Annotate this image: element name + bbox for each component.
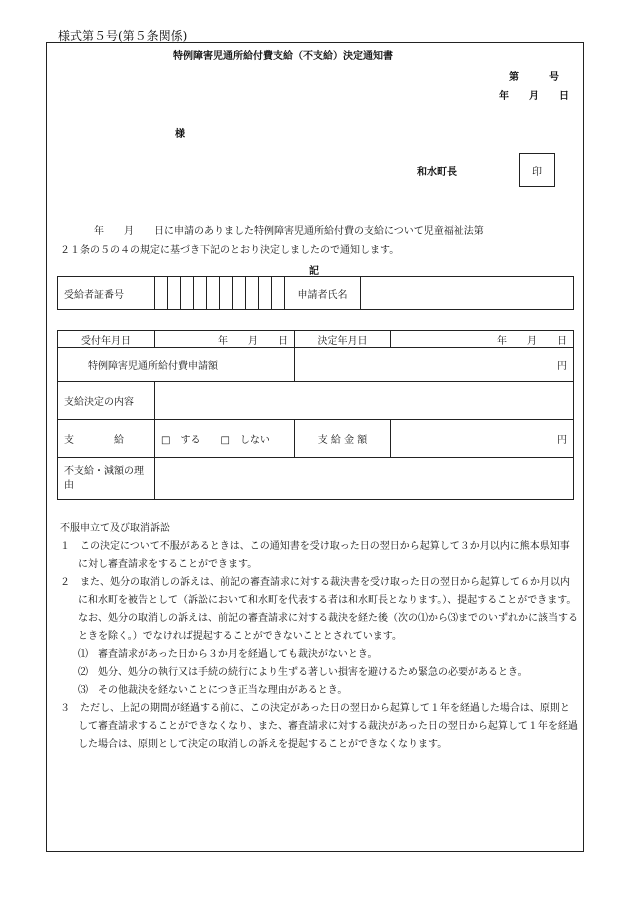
recipient-no-box[interactable] (194, 277, 207, 310)
recipient-table (57, 276, 574, 310)
ki-heading: 記 (309, 266, 319, 277)
applicant-name-value[interactable] (361, 277, 574, 310)
decided-date-value[interactable]: 年 月 日 (391, 331, 574, 348)
notes-heading: 不服申立て及び取消訴訟 (60, 523, 170, 534)
recipient-no-box[interactable] (207, 277, 220, 310)
recipient-no-box[interactable] (168, 277, 181, 310)
recipient-no-box[interactable] (272, 277, 285, 310)
payment-options[interactable]: □ する □ しない (155, 420, 295, 458)
form-number: 様式第５号(第５条関係) (58, 29, 188, 43)
document-number: 第 号 (509, 72, 559, 83)
claim-amount-value[interactable]: 円 (295, 348, 574, 382)
recipient-no-box[interactable] (259, 277, 272, 310)
decision-table (57, 330, 574, 500)
appeal-notes (60, 520, 578, 754)
document-date: 年 月 日 (499, 91, 569, 102)
applicant-name-label: 申請者氏名 (285, 277, 361, 310)
non-payment-reason-value[interactable] (155, 458, 574, 500)
document-title: 特例障害児通所給付費支給（不支給）決定通知書 (173, 51, 393, 62)
received-date-label: 受付年月日 (58, 331, 155, 348)
recipient-no-box[interactable] (220, 277, 233, 310)
recipient-no-box[interactable] (233, 277, 246, 310)
notice-frame (46, 42, 584, 852)
seal-label: 印 (532, 166, 542, 178)
issuer-name: 和水町長 (417, 167, 457, 178)
received-date-value[interactable]: 年 月 日 (155, 331, 295, 348)
payment-amount-label: 支 給 金 額 (295, 420, 391, 458)
notes-sub-3: ⑶ その他裁決を経ないことにつき正当な理由があるとき。 (78, 685, 348, 696)
body-line-2: ２１条の５の４の規定に基づき下記のとおり決定しましたので通知します。 (60, 245, 400, 256)
addressee-honorific: 様 (175, 129, 185, 140)
body-line-1: 年 月 日に申請のありました特例障害児通所給付費の支給について児童福祉法第 (94, 226, 484, 237)
payment-label: 支 給 (58, 420, 155, 458)
claim-amount-label: 特例障害児通所給付費申請額 (58, 348, 295, 382)
notes-sub-2: ⑵ 処分、処分の執行又は手続の続行により生ずる著しい損害を避けるため緊急の必要があるとき。 (78, 667, 528, 678)
recipient-no-label: 受給者証番号 (58, 277, 155, 310)
non-payment-reason-label: 不支給・減額の理由 (58, 458, 155, 500)
notes-item-1: １ この決定について不服があるときは、この通知書を受け取った日の翌日から起算して３か月以内に熊本県知事に対し審査請求をすることができます。 (60, 541, 570, 570)
recipient-no-box[interactable] (181, 277, 194, 310)
notes-item-3: ３ ただし、上記の期間が経過する前に、この決定があった日の翌日から起算して１年を経過した場合は、原則として審査請求することができなくなり、また、審査請求に対する裁決があった日の翌日から起算して１年を経過した場合は、原則として決定の取消しの訴えを提起することができなくなります。 (60, 703, 578, 750)
decided-date-label: 決定年月日 (295, 331, 391, 348)
decision-content-label: 支給決定の内容 (58, 382, 155, 420)
decision-content-value[interactable] (155, 382, 574, 420)
notes-sub-1: ⑴ 審査請求があった日から３か月を経過しても裁決がないとき。 (78, 649, 378, 660)
seal-box (519, 153, 555, 187)
notes-item-2: ２ また、処分の取消しの訴えは、前記の審査請求に対する裁決書を受け取った日の翌日から起算して６か月以内に和水町を被告として（訴訟において和水町を代表する者は和水町長となります。）、提起することができます。なお、処分の取消しの訴えは、前記の審査請求に対する裁決を経た後（次の⑴から⑶までのいずれかに該当するときを除く。）でなければ提起することができないこととされています。 (60, 577, 578, 642)
recipient-no-box[interactable] (246, 277, 259, 310)
recipient-no-box[interactable] (155, 277, 168, 310)
payment-amount-value[interactable]: 円 (391, 420, 574, 458)
